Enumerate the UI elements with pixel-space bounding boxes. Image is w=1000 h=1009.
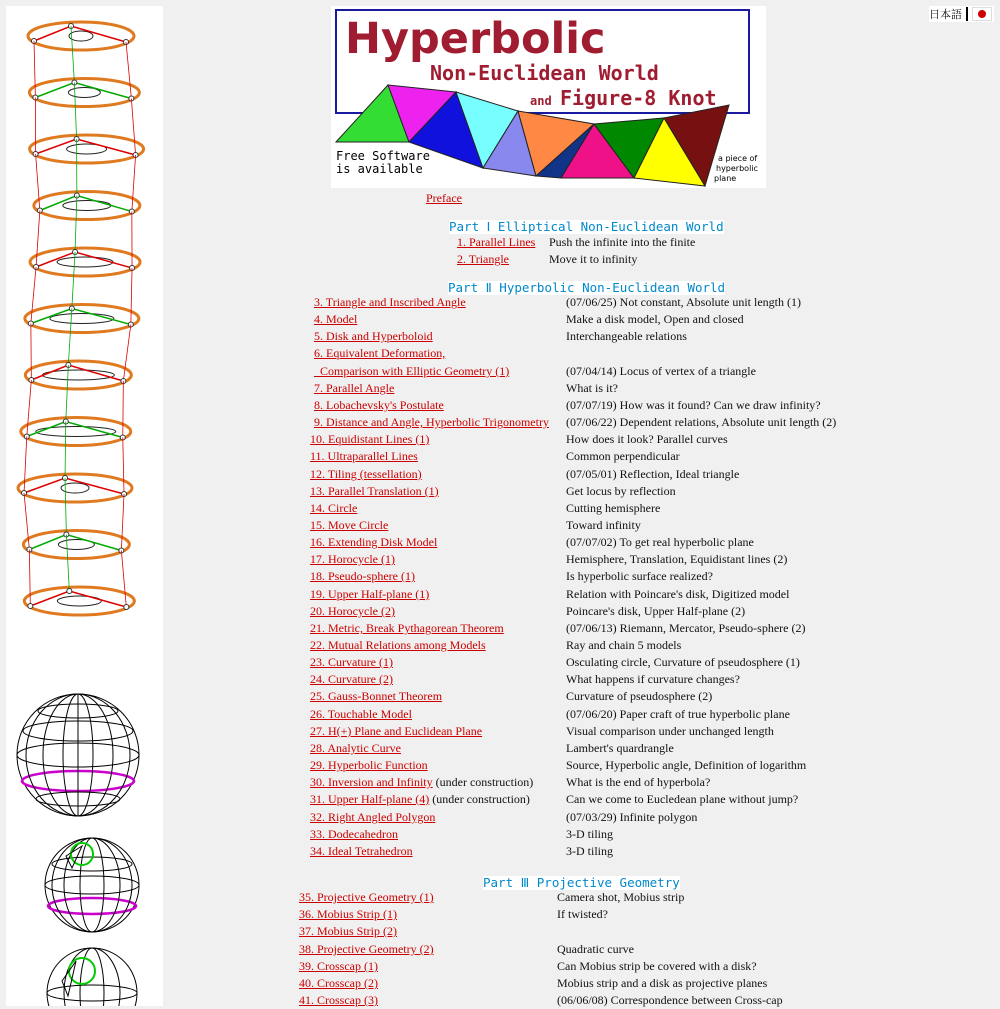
knot-link xyxy=(121,551,126,608)
knot-link xyxy=(31,267,36,324)
chapter-link[interactable]: 10. Equidistant Lines (1) xyxy=(310,432,429,446)
chapter-description: What is it? xyxy=(566,380,618,397)
chapter-link[interactable]: 14. Circle xyxy=(310,501,357,515)
chapter-description: 3-D tiling xyxy=(566,826,613,843)
list-item xyxy=(457,234,535,251)
language-label[interactable]: 日本語 xyxy=(929,6,962,22)
inner-ring xyxy=(50,314,114,324)
chapter-link[interactable]: 38. Projective Geometry (2) xyxy=(299,942,434,956)
chapter-description: (07/03/29) Infinite polygon xyxy=(566,809,697,826)
separator xyxy=(966,7,968,21)
knot-link xyxy=(65,478,66,535)
list-item xyxy=(310,431,429,448)
chapter-link[interactable]: 36. Mobius Strip (1) xyxy=(299,907,397,921)
chapter-link[interactable]: 9. Distance and Angle, Hyperbolic Trigonometry xyxy=(314,415,549,429)
preface-link[interactable]: Preface xyxy=(426,191,462,206)
chapter-link[interactable]: 16. Extending Disk Model xyxy=(310,535,437,549)
chapter-link[interactable]: 8. Lobachevsky's Postulate xyxy=(314,398,444,412)
banner-and: and xyxy=(530,94,552,108)
list-item xyxy=(310,843,413,860)
list-item xyxy=(310,568,415,585)
knot-segment xyxy=(35,83,131,99)
chapter-link[interactable]: 22. Mutual Relations among Models xyxy=(310,638,486,652)
chapter-link[interactable]: 4. Model xyxy=(314,312,357,326)
chapter-link[interactable]: 21. Metric, Break Pythagorean Theorem xyxy=(310,621,504,635)
banner-image xyxy=(331,6,766,188)
orange-ring xyxy=(25,305,139,333)
chapter-link[interactable]: 12. Tiling (tessellation) xyxy=(310,467,422,481)
list-item xyxy=(314,397,444,414)
chapter-link[interactable]: Comparison with Elliptic Geometry (1) xyxy=(314,364,509,378)
chapter-description: What happens if curvature changes? xyxy=(566,671,740,688)
chapter-description: (07/07/19) How was it found? Can we draw infinity? xyxy=(566,397,821,414)
chapter-note: (under construction) xyxy=(429,792,530,806)
chapter-description: (07/06/25) Not constant, Absolute unit length (1) xyxy=(566,294,801,311)
chapter-link[interactable]: 25. Gauss-Bonnet Theorem xyxy=(310,689,442,703)
knot-link xyxy=(75,196,77,253)
chapter-description: (07/07/02) To get real hyperbolic plane xyxy=(566,534,754,551)
chapter-description: Source, Hyperbolic angle, Definition of logarithm xyxy=(566,757,806,774)
part-2-title: Part Ⅱ Hyperbolic Non-Euclidean World xyxy=(448,281,725,295)
knot-link xyxy=(123,381,124,438)
chapter-link[interactable]: 18. Pseudo-sphere (1) xyxy=(310,569,415,583)
list-item xyxy=(314,328,433,345)
chapter-description: Common perpendicular xyxy=(566,448,680,465)
list-item xyxy=(310,740,401,757)
sphere-figure-1 xyxy=(17,694,139,816)
sphere-figure-3 xyxy=(47,948,137,1006)
knot-segment xyxy=(27,422,123,438)
knot-link xyxy=(123,438,124,495)
chapter-description: Ray and chain 5 models xyxy=(566,637,681,654)
chapter-description: Make a disk model, Open and closed xyxy=(566,311,744,328)
knot-link xyxy=(132,155,136,212)
knot-segment xyxy=(40,196,132,212)
chapter-description: Camera shot, Mobius strip xyxy=(557,889,684,906)
chapter-description: Push the infinite into the finite xyxy=(549,234,695,251)
chapter-description: Quadratic curve xyxy=(557,941,634,958)
japan-flag-icon[interactable] xyxy=(972,7,992,21)
list-item xyxy=(310,551,395,568)
list-item xyxy=(310,654,393,671)
knot-link xyxy=(121,494,124,551)
list-item xyxy=(299,923,397,940)
knot-segment xyxy=(24,478,124,494)
chapter-link[interactable]: 35. Projective Geometry (1) xyxy=(299,890,434,904)
free-software-line1: Free Software xyxy=(336,149,430,163)
list-item xyxy=(299,941,434,958)
chapter-link[interactable]: 23. Curvature (1) xyxy=(310,655,393,669)
list-item xyxy=(310,620,504,637)
sidebar-figures xyxy=(6,6,163,1006)
knot-vertex xyxy=(67,589,72,594)
chapter-description: Interchangeable relations xyxy=(566,328,687,345)
chapter-link[interactable]: 40. Crosscap (2) xyxy=(299,976,378,990)
chapter-description: Hemisphere, Translation, Equidistant lines (2) xyxy=(566,551,787,568)
chapter-link[interactable]: 30. Inversion and Infinity xyxy=(310,775,433,789)
knot-vertex xyxy=(28,604,33,609)
piece-label-line3: plane xyxy=(714,174,736,183)
chapter-description: Can we come to Eucledean plane without jump? xyxy=(566,791,798,808)
knot-link xyxy=(68,309,72,366)
list-item xyxy=(314,345,445,362)
chapter-description: Mobius strip and a disk as projective planes xyxy=(557,975,767,992)
chapter-link[interactable]: 1. Parallel Lines xyxy=(457,235,535,249)
chapter-link[interactable]: 5. Disk and Hyperboloid xyxy=(314,329,433,343)
list-item xyxy=(299,889,434,906)
chapter-link[interactable]: 29. Hyperbolic Function xyxy=(310,758,428,772)
list-item xyxy=(310,774,533,791)
list-item xyxy=(310,706,412,723)
chapter-link[interactable]: 31. Upper Half-plane (4) xyxy=(310,792,429,806)
orange-ring xyxy=(30,248,140,276)
chapter-description: What is the end of hyperbola? xyxy=(566,774,710,791)
list-item xyxy=(310,448,418,465)
sphere-figure-2 xyxy=(45,838,139,932)
list-item xyxy=(310,723,482,740)
orange-ring xyxy=(34,192,140,220)
knot-link xyxy=(29,550,30,607)
knot-link xyxy=(126,42,131,99)
knot-segment xyxy=(36,252,132,268)
list-item xyxy=(310,586,429,603)
chapter-link[interactable]: 20. Horocycle (2) xyxy=(310,604,395,618)
knot-link xyxy=(27,380,32,437)
chapter-description: (07/05/01) Reflection, Ideal triangle xyxy=(566,466,739,483)
chapter-link[interactable]: 19. Upper Half-plane (1) xyxy=(310,587,429,601)
chapter-description: Relation with Poincare's disk, Digitized model xyxy=(566,586,789,603)
chapter-link[interactable]: 28. Analytic Curve xyxy=(310,741,401,755)
knot-segment xyxy=(30,591,126,607)
knot-link xyxy=(66,365,69,422)
part-1-title: Part Ⅰ Elliptical Non-Euclidean World xyxy=(449,220,724,234)
list-item xyxy=(299,958,378,975)
knot-segment xyxy=(34,26,126,42)
list-item xyxy=(299,906,397,923)
list-item xyxy=(299,992,378,1009)
chapter-description: Lambert's quardrangle xyxy=(566,740,674,757)
list-item xyxy=(310,500,357,517)
knot-link xyxy=(65,422,66,479)
banner-subtitle: Non-Euclidean World xyxy=(430,61,659,85)
chapter-link[interactable]: 26. Touchable Model xyxy=(310,707,412,721)
inner-ring xyxy=(57,257,113,267)
knot-vertex xyxy=(124,605,129,610)
knot-segment xyxy=(31,309,131,325)
chapter-link[interactable]: 39. Crosscap (1) xyxy=(299,959,378,973)
knot-link xyxy=(36,211,40,268)
piece-label-line1: a piece of xyxy=(718,154,757,163)
list-item xyxy=(310,809,435,826)
knot-link xyxy=(131,268,132,325)
list-item xyxy=(310,637,486,654)
knot-link xyxy=(72,252,75,309)
free-software-line2: is available xyxy=(336,162,423,176)
list-item xyxy=(310,483,439,500)
chapter-description: (07/04/14) Locus of vertex of a triangle xyxy=(566,363,756,380)
inner-ring xyxy=(69,31,93,41)
orange-ring xyxy=(18,474,132,502)
chapter-description: Visual comparison under unchanged length xyxy=(566,723,774,740)
chapter-link[interactable]: 32. Right Angled Polygon xyxy=(310,810,435,824)
chapter-description: Curvature of pseudosphere (2) xyxy=(566,688,712,705)
list-item xyxy=(310,826,398,843)
chapter-link[interactable]: 34. Ideal Tetrahedron xyxy=(310,844,413,858)
knot-link xyxy=(71,26,74,83)
chapter-link[interactable]: 7. Parallel Angle xyxy=(314,381,394,395)
chapter-description: Osculating circle, Curvature of pseudosphere (1) xyxy=(566,654,800,671)
list-item xyxy=(457,251,509,268)
chapter-description: If twisted? xyxy=(557,906,608,923)
chapter-link[interactable]: 3. Triangle and Inscribed Angle xyxy=(314,295,466,309)
chapter-description: Cutting hemisphere xyxy=(566,500,660,517)
orange-ring xyxy=(30,135,144,163)
chapter-link[interactable]: 37. Mobius Strip (2) xyxy=(299,924,397,938)
list-item xyxy=(310,757,428,774)
chapter-description: Toward infinity xyxy=(566,517,641,534)
list-item xyxy=(299,975,378,992)
list-item xyxy=(314,294,466,311)
language-switch[interactable] xyxy=(929,6,994,22)
chapter-description: (07/06/22) Dependent relations, Absolute unit length (2) xyxy=(566,414,836,431)
chapter-description: How does it look? Parallel curves xyxy=(566,431,728,448)
chapter-link[interactable]: 2. Triangle xyxy=(457,252,509,266)
chapter-link[interactable]: 33. Dodecahedron xyxy=(310,827,398,841)
knot-segment xyxy=(29,535,121,551)
chapter-description: Get locus by reflection xyxy=(566,483,676,500)
chapter-description: Can Mobius strip be covered with a disk? xyxy=(557,958,757,975)
orange-ring xyxy=(21,418,131,446)
chapter-description: (07/06/13) Riemann, Mercator, Pseudo-sphere (2) xyxy=(566,620,805,637)
banner-title: Hyperbolic xyxy=(345,14,605,64)
list-item xyxy=(310,603,395,620)
chapter-description: Move it to infinity xyxy=(549,251,637,268)
chapter-description: (07/06/20) Paper craft of true hyperbolic plane xyxy=(566,706,790,723)
list-item xyxy=(314,380,394,397)
chapter-description: (06/06/08) Correspondence between Cross-cap xyxy=(557,992,783,1009)
orange-ring xyxy=(25,361,131,389)
chapter-link[interactable]: 6. Equivalent Deformation, xyxy=(314,346,445,360)
figure-eight-tower-figure xyxy=(6,6,163,1006)
banner-subtitle-knot: Figure-8 Knot xyxy=(560,86,717,110)
chapter-link[interactable]: 24. Curvature (2) xyxy=(310,672,393,686)
knot-link xyxy=(131,99,135,156)
orange-ring xyxy=(24,587,134,615)
list-item xyxy=(314,414,549,431)
chapter-note: (under construction) xyxy=(433,775,534,789)
orange-ring xyxy=(28,22,134,50)
orange-ring xyxy=(23,531,129,559)
list-item xyxy=(310,671,393,688)
chapter-description: Poincare's disk, Upper Half-plane (2) xyxy=(566,603,745,620)
tower-rings xyxy=(18,22,144,615)
chapter-link[interactable]: 41. Crosscap (3) xyxy=(299,993,378,1007)
chapter-link[interactable]: 13. Parallel Translation (1) xyxy=(310,484,439,498)
list-item xyxy=(310,688,442,705)
knot-link xyxy=(34,41,35,98)
orange-ring xyxy=(29,79,139,107)
knot-link xyxy=(66,535,69,592)
chapter-link[interactable]: 15. Move Circle xyxy=(310,518,388,532)
chapter-description: Is hyperbolic surface realized? xyxy=(566,568,713,585)
list-item xyxy=(310,517,388,534)
chapter-link[interactable]: 17. Horocycle (1) xyxy=(310,552,395,566)
part-3-title: Part Ⅲ Projective Geometry xyxy=(483,876,680,890)
list-item xyxy=(310,791,530,808)
list-item xyxy=(310,534,437,551)
chapter-description: 3-D tiling xyxy=(566,843,613,860)
list-item xyxy=(310,466,422,483)
knot-segment xyxy=(36,139,136,155)
chapter-link[interactable]: 11. Ultraparallel Lines xyxy=(310,449,418,463)
piece-label-line2: hyperbolic xyxy=(716,164,758,173)
list-item xyxy=(314,363,509,380)
inner-ring xyxy=(63,201,111,211)
knot-link xyxy=(24,437,27,494)
list-item xyxy=(314,311,357,328)
knot-link xyxy=(74,83,76,140)
chapter-link[interactable]: 27. H(+) Plane and Euclidean Plane xyxy=(310,724,482,738)
